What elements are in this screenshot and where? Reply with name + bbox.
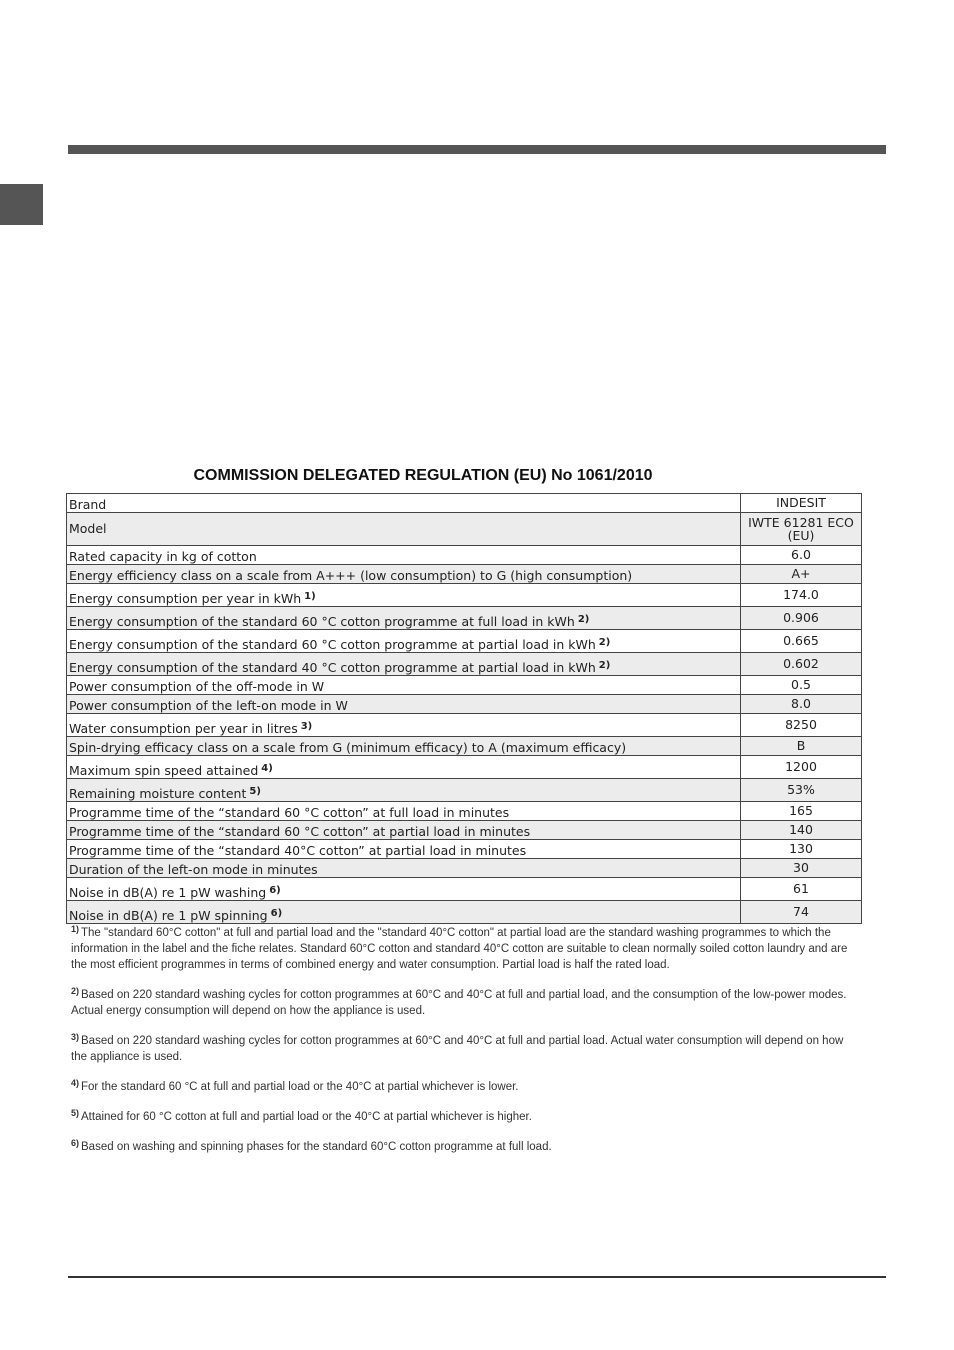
table-row bbox=[67, 565, 862, 584]
row-label: Spin-drying efficacy class on a scale from G (minimum efficacy) to A (maximum efficacy) bbox=[67, 737, 741, 756]
row-label: Water consumption per year in litres $^{3)}$ bbox=[67, 714, 741, 737]
row-label: Energy efficiency class on a scale from A+++ (low consumption) to G (high consumption) bbox=[67, 565, 741, 584]
footnote: $^{5)}$ Attained for 60 °C cotton at full and partial load or the 40°C at partial whichever is higher. bbox=[71, 1108, 532, 1123]
table-row bbox=[67, 607, 862, 630]
row-label: Model bbox=[67, 513, 741, 546]
footnote: $^{2)}$ Based on 220 standard washing cycles for cotton programmes at 60°C and 40°C at full and partial load, and the consumption of the low-power modes. Actual energy consumption will depend on how the appliance is used. bbox=[71, 986, 847, 1017]
row-label: Rated capacity in kg of cotton bbox=[67, 546, 741, 565]
row-value: 0.906 bbox=[741, 607, 862, 630]
footer-rule bbox=[68, 1276, 886, 1278]
row-value: 0.665 bbox=[741, 630, 862, 653]
row-value: 0.5 bbox=[741, 676, 862, 695]
row-label: Programme time of the “standard 40°C cotton” at partial load in minutes bbox=[67, 840, 741, 859]
footnote: $^{4)}$ For the standard 60 °C at full and partial load or the 40°C at partial whichever is lower. bbox=[71, 1078, 519, 1093]
row-value: 53% bbox=[741, 779, 862, 802]
row-value: INDESIT bbox=[741, 494, 862, 513]
table-row bbox=[67, 878, 862, 901]
row-value: 8250 bbox=[741, 714, 862, 737]
table-row bbox=[67, 901, 862, 924]
row-value: 8.0 bbox=[741, 695, 862, 714]
table-row bbox=[67, 737, 862, 756]
row-label: Programme time of the “standard 60 °C cotton” at full load in minutes bbox=[67, 802, 741, 821]
row-value: 74 bbox=[741, 901, 862, 924]
row-label: Noise in dB(A) re 1 pW washing $^{6)}$ bbox=[67, 878, 741, 901]
row-label: Remaining moisture content $^{5)}$ bbox=[67, 779, 741, 802]
row-label: Programme time of the “standard 60 °C cotton” at partial load in minutes bbox=[67, 821, 741, 840]
row-value: 130 bbox=[741, 840, 862, 859]
row-label: Noise in dB(A) re 1 pW spinning $^{6)}$ bbox=[67, 901, 741, 924]
table-row bbox=[67, 494, 862, 513]
side-tab bbox=[0, 184, 43, 225]
row-label: Energy consumption of the standard 40 °C cotton programme at partial load in kWh $^{2)}$ bbox=[67, 653, 741, 676]
row-label: Power consumption of the off-mode in W bbox=[67, 676, 741, 695]
table-row bbox=[67, 676, 862, 695]
table-row bbox=[67, 840, 862, 859]
table-row bbox=[67, 802, 862, 821]
row-value: 30 bbox=[741, 859, 862, 878]
table-row bbox=[67, 821, 862, 840]
table-row bbox=[67, 513, 862, 546]
product-fiche-table bbox=[66, 493, 862, 924]
row-label: Energy consumption per year in kWh $^{1)}$ bbox=[67, 584, 741, 607]
header-rule bbox=[68, 145, 886, 154]
row-label: Power consumption of the left-on mode in W bbox=[67, 695, 741, 714]
footnote: $^{6)}$ Based on washing and spinning phases for the standard 60°C cotton programme at full load. bbox=[71, 1138, 552, 1153]
row-label: Maximum spin speed attained $^{4)}$ bbox=[67, 756, 741, 779]
table-row bbox=[67, 584, 862, 607]
row-value: 61 bbox=[741, 878, 862, 901]
footnote: $^{3)}$ Based on 220 standard washing cycles for cotton programmes at 60°C and 40°C at full and partial load. Actual water consumption will depend on how the appliance is used. bbox=[71, 1032, 844, 1063]
table-row bbox=[67, 695, 862, 714]
row-value: B bbox=[741, 737, 862, 756]
row-value: 140 bbox=[741, 821, 862, 840]
row-label: Energy consumption of the standard 60 °C cotton programme at partial load in kWh $^{2)}$ bbox=[67, 630, 741, 653]
regulation-title: COMMISSION DELEGATED REGULATION (EU) No 1061/2010 bbox=[193, 467, 653, 484]
table-row bbox=[67, 653, 862, 676]
table-row bbox=[67, 859, 862, 878]
table-row bbox=[67, 756, 862, 779]
row-value: 0.602 bbox=[741, 653, 862, 676]
table-row bbox=[67, 779, 862, 802]
row-value: A+ bbox=[741, 565, 862, 584]
row-label: Duration of the left-on mode in minutes bbox=[67, 859, 741, 878]
row-value: 174.0 bbox=[741, 584, 862, 607]
table-row bbox=[67, 546, 862, 565]
table-row bbox=[67, 714, 862, 737]
row-value: 165 bbox=[741, 802, 862, 821]
row-value: 1200 bbox=[741, 756, 862, 779]
row-value: 6.0 bbox=[741, 546, 862, 565]
footnote: $^{1)}$ The "standard 60°C cotton" at full and partial load and the "standard 40°C cotton" at partial load are the standard washing programmes to which the information in the label and the fiche relates. Standard 60°C cotton and standard 40°C cotton are suitable to clean normally soiled cotton laundry and are the most efficient programmes in terms of combined energy and water consumption. Partial load is half the rated load. bbox=[71, 924, 848, 971]
row-label: Energy consumption of the standard 60 °C cotton programme at full load in kWh $^{2)}$ bbox=[67, 607, 741, 630]
row-value: IWTE 61281 ECO (EU) bbox=[741, 513, 862, 546]
row-label: Brand bbox=[67, 494, 741, 513]
table-row bbox=[67, 630, 862, 653]
footnotes bbox=[71, 925, 861, 1155]
